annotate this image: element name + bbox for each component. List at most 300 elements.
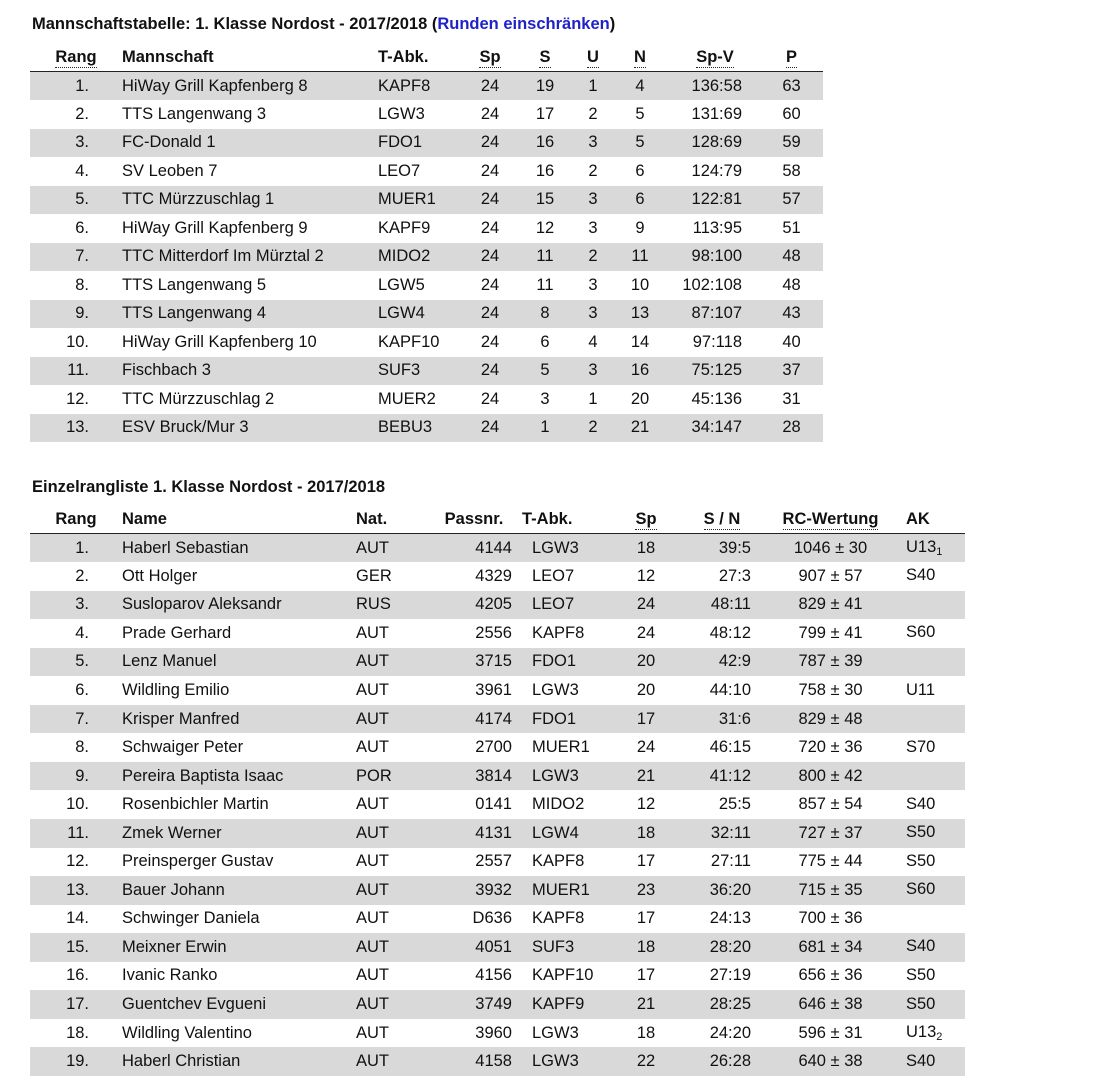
player-passnr: 4131 xyxy=(426,819,522,848)
player-rc: 640 ± 38 xyxy=(768,1047,893,1076)
player-sn: 46:15 xyxy=(709,738,751,757)
player-sn: 39:5 xyxy=(676,534,768,563)
team-rang: 2. xyxy=(75,104,89,123)
player-ak xyxy=(893,619,965,648)
team-s: 5 xyxy=(514,357,576,386)
player-passnr: 3715 xyxy=(426,648,522,677)
player-rang: 9. xyxy=(60,762,122,791)
player-ak-subscript: 1 xyxy=(936,546,943,559)
player-sp: 23 xyxy=(616,876,676,905)
row-spacer xyxy=(30,100,60,129)
team-sp: 24 xyxy=(480,389,500,408)
row-spacer xyxy=(30,819,60,848)
row-spacer xyxy=(30,186,60,215)
row-spacer xyxy=(30,648,60,677)
player-ak xyxy=(893,933,965,962)
team-u: 3 xyxy=(576,129,610,158)
player-abk: KAPF8 xyxy=(532,623,585,642)
player-ak-text: S70 xyxy=(906,737,936,756)
team-abk: BEBU3 xyxy=(378,414,466,443)
row-spacer xyxy=(30,414,60,443)
row-spacer xyxy=(30,357,60,386)
player-ak xyxy=(893,1047,965,1076)
player-abk: LGW4 xyxy=(522,819,616,848)
player-passnr: 3960 xyxy=(475,1023,512,1042)
row-spacer xyxy=(30,848,60,877)
player-passnr: 4144 xyxy=(426,534,522,563)
team-abk: KAPF9 xyxy=(378,218,431,237)
player-ak-text: U13 xyxy=(906,1023,937,1042)
player-rc: 596 ± 31 xyxy=(798,1023,863,1042)
player-nat: AUT xyxy=(356,534,426,563)
player-rc: 787 ± 39 xyxy=(768,648,893,677)
team-name: FC-Donald 1 xyxy=(122,129,378,158)
player-row xyxy=(30,591,965,620)
player-row xyxy=(30,705,965,734)
player-sp: 17 xyxy=(636,966,656,985)
player-rang: 18. xyxy=(66,1023,89,1042)
team-u: 2 xyxy=(576,414,610,443)
team-name: TTS Langenwang 3 xyxy=(122,104,267,123)
player-abk: LEO7 xyxy=(532,566,575,585)
player-passnr: 4051 xyxy=(426,933,522,962)
team-col-s-label[interactable]: S xyxy=(539,47,551,66)
player-ak xyxy=(893,591,965,620)
player-name[interactable]: Ivanic Ranko xyxy=(122,966,218,985)
team-name: HiWay Grill Kapfenberg 8 xyxy=(122,72,378,101)
team-section-title-end: ) xyxy=(609,15,616,33)
row-spacer xyxy=(30,933,60,962)
team-s: 15 xyxy=(514,186,576,215)
team-n: 5 xyxy=(610,129,670,158)
team-rang: 10. xyxy=(66,332,89,351)
player-col-rc[interactable] xyxy=(768,505,893,534)
team-spv: 87:107 xyxy=(670,300,760,329)
team-col-n[interactable] xyxy=(610,43,670,72)
team-u: 3 xyxy=(576,357,610,386)
team-spv: 131:69 xyxy=(691,104,742,123)
player-passnr: 3932 xyxy=(426,876,522,905)
player-abk: KAPF10 xyxy=(532,966,594,985)
team-spv: 97:118 xyxy=(692,332,742,351)
player-nat: AUT xyxy=(356,1047,426,1076)
player-sn: 27:19 xyxy=(709,966,751,985)
player-col-rc-label[interactable]: RC-Wertung xyxy=(782,509,879,528)
player-ranking-table xyxy=(30,505,965,1076)
team-row xyxy=(30,214,823,243)
team-abk: LEO7 xyxy=(378,161,421,180)
player-rc: 857 ± 54 xyxy=(798,795,863,814)
team-s: 3 xyxy=(540,389,550,408)
player-passnr: 4158 xyxy=(426,1047,522,1076)
team-row xyxy=(30,129,823,158)
player-nat: AUT xyxy=(356,738,389,757)
player-row xyxy=(30,1047,965,1076)
team-col-n-label[interactable]: N xyxy=(634,47,646,66)
player-col-sp-label[interactable]: Sp xyxy=(635,509,657,528)
player-col-rang-label: Rang xyxy=(55,509,97,528)
player-rang: 17. xyxy=(60,990,122,1019)
player-rc: 727 ± 37 xyxy=(768,819,893,848)
row-spacer xyxy=(30,962,60,991)
player-name[interactable]: Rosenbichler Martin xyxy=(122,795,269,814)
player-sp: 20 xyxy=(636,681,656,699)
player-ak xyxy=(893,648,965,677)
team-n: 21 xyxy=(610,414,670,443)
row-spacer xyxy=(30,705,60,734)
player-ak-text: S60 xyxy=(906,880,936,899)
player-nat: AUT xyxy=(356,795,389,814)
player-rc: 1046 ± 30 xyxy=(768,534,893,563)
team-rang: 8. xyxy=(75,275,89,294)
team-name: ESV Bruck/Mur 3 xyxy=(122,414,378,443)
team-p: 28 xyxy=(760,414,823,443)
team-col-abk xyxy=(378,43,466,72)
team-n: 14 xyxy=(630,332,650,351)
team-rang: 5. xyxy=(60,186,122,215)
team-spv: 45:136 xyxy=(691,389,742,408)
team-p: 31 xyxy=(782,389,801,408)
team-sp: 24 xyxy=(480,332,500,351)
player-abk: KAPF8 xyxy=(532,852,585,871)
player-passnr: 4329 xyxy=(475,566,512,585)
team-abk: KAPF10 xyxy=(378,332,440,351)
team-p: 63 xyxy=(760,72,823,101)
player-sn: 32:11 xyxy=(676,819,768,848)
team-n: 9 xyxy=(635,218,645,237)
team-row xyxy=(30,385,823,414)
team-sp: 24 xyxy=(480,275,500,294)
team-n: 5 xyxy=(635,104,645,123)
player-name[interactable]: Guentchev Evgueni xyxy=(122,990,356,1019)
player-name[interactable]: Ott Holger xyxy=(122,566,198,585)
player-name[interactable]: Lenz Manuel xyxy=(122,648,356,677)
player-name[interactable]: Susloparov Aleksandr xyxy=(122,591,356,620)
player-rc: 758 ± 30 xyxy=(798,681,863,699)
player-rang: 16. xyxy=(66,966,89,985)
player-rang: 5. xyxy=(60,648,122,677)
team-abk: MUER2 xyxy=(378,389,436,408)
player-name[interactable]: Pereira Baptista Isaac xyxy=(122,762,356,791)
player-ak xyxy=(893,733,965,762)
player-sn: 25:5 xyxy=(718,795,751,814)
player-row xyxy=(30,848,965,877)
player-sp: 17 xyxy=(616,705,676,734)
player-nat: AUT xyxy=(356,909,389,928)
team-abk: SUF3 xyxy=(378,357,466,386)
player-rang: 2. xyxy=(75,566,89,585)
player-col-rang xyxy=(30,505,122,534)
player-nat: AUT xyxy=(356,681,389,699)
player-rc: 715 ± 35 xyxy=(768,876,893,905)
player-ak xyxy=(893,819,965,848)
row-spacer xyxy=(30,562,60,591)
player-row xyxy=(30,933,965,962)
player-name[interactable]: Krisper Manfred xyxy=(122,705,356,734)
player-abk: FDO1 xyxy=(522,705,616,734)
team-p: 40 xyxy=(782,332,801,351)
team-s: 11 xyxy=(536,275,554,294)
team-rang: 12. xyxy=(66,389,89,408)
team-col-s[interactable] xyxy=(514,43,576,72)
player-name[interactable]: Wildling Emilio xyxy=(122,681,230,699)
team-spv: 113:95 xyxy=(692,218,742,237)
team-p: 51 xyxy=(782,218,801,237)
team-spv: 122:81 xyxy=(670,186,760,215)
player-sn: 24:13 xyxy=(709,909,751,928)
team-name: HiWay Grill Kapfenberg 10 xyxy=(122,332,317,351)
player-rang: 1. xyxy=(60,534,122,563)
player-abk: FDO1 xyxy=(522,648,616,677)
player-rang: 13. xyxy=(60,876,122,905)
player-sn: 48:12 xyxy=(709,623,751,642)
player-abk: KAPF9 xyxy=(522,990,616,1019)
team-s: 8 xyxy=(514,300,576,329)
team-col-u[interactable] xyxy=(576,43,610,72)
player-sp: 18 xyxy=(616,819,676,848)
player-col-sn[interactable] xyxy=(676,505,768,534)
team-abk: LGW4 xyxy=(378,300,466,329)
team-row xyxy=(30,100,823,129)
player-sp: 17 xyxy=(636,852,656,871)
player-col-sn-label[interactable]: S / N xyxy=(703,509,741,528)
player-col-name-label: Name xyxy=(122,509,167,528)
player-row xyxy=(30,762,965,791)
team-u: 3 xyxy=(576,300,610,329)
row-spacer xyxy=(30,243,60,272)
player-section-title: Einzelrangliste 1. Klasse Nordost - 2017/2018 xyxy=(32,478,386,496)
player-name[interactable]: Haberl Sebastian xyxy=(122,534,356,563)
row-spacer xyxy=(30,762,60,791)
team-col-u-label[interactable]: U xyxy=(587,47,599,66)
player-col-sp[interactable] xyxy=(616,505,676,534)
team-table-body xyxy=(30,72,823,443)
team-col-rang[interactable] xyxy=(30,43,122,72)
team-col-rang-label[interactable]: Rang xyxy=(55,47,97,66)
team-sp: 24 xyxy=(466,300,514,329)
player-rc: 720 ± 36 xyxy=(798,738,863,757)
player-ak xyxy=(893,676,965,705)
player-col-name xyxy=(122,505,356,534)
team-rang: 1. xyxy=(60,72,122,101)
team-sp: 24 xyxy=(480,104,500,123)
player-nat: AUT xyxy=(356,819,426,848)
team-abk: MUER1 xyxy=(378,186,466,215)
team-abk: FDO1 xyxy=(378,129,466,158)
team-col-p-label[interactable]: P xyxy=(785,47,797,66)
player-name[interactable]: Zmek Werner xyxy=(122,819,356,848)
row-spacer xyxy=(30,328,60,357)
player-sp: 22 xyxy=(616,1047,676,1076)
player-row xyxy=(30,905,965,934)
player-ak xyxy=(893,705,965,734)
player-nat: AUT xyxy=(356,966,389,985)
player-rc: 700 ± 36 xyxy=(798,909,863,928)
team-spv: 75:125 xyxy=(670,357,760,386)
player-name[interactable]: Preinsperger Gustav xyxy=(122,852,274,871)
team-rang: 3. xyxy=(60,129,122,158)
player-rang: 8. xyxy=(75,738,89,757)
team-standings-table xyxy=(30,43,823,442)
team-name: TTC Mitterdorf Im Mürztal 2 xyxy=(122,243,378,272)
team-row xyxy=(30,357,823,386)
player-rc: 799 ± 41 xyxy=(798,623,863,642)
player-ak xyxy=(893,1019,965,1048)
team-n: 20 xyxy=(630,389,650,408)
player-rang: 10. xyxy=(66,795,89,814)
team-name: TTS Langenwang 5 xyxy=(122,275,267,294)
team-spv: 136:58 xyxy=(670,72,760,101)
player-ak xyxy=(893,876,965,905)
team-rang: 11. xyxy=(60,357,122,386)
team-row xyxy=(30,157,823,186)
player-abk: LGW3 xyxy=(522,1047,616,1076)
team-u: 2 xyxy=(588,161,598,180)
player-rc: 681 ± 34 xyxy=(768,933,893,962)
player-sn: 42:9 xyxy=(676,648,768,677)
team-col-sp[interactable] xyxy=(466,43,514,72)
team-section-title xyxy=(32,15,615,34)
team-s: 16 xyxy=(514,129,576,158)
player-name[interactable]: Wildling Valentino xyxy=(122,1023,252,1042)
player-row xyxy=(30,990,965,1019)
team-row xyxy=(30,271,823,300)
team-sp: 24 xyxy=(466,357,514,386)
row-spacer xyxy=(30,300,60,329)
player-abk: LGW3 xyxy=(522,762,616,791)
player-sp: 12 xyxy=(636,795,656,814)
player-passnr: 4174 xyxy=(426,705,522,734)
player-passnr: 0141 xyxy=(475,795,512,814)
player-sn: 26:28 xyxy=(676,1047,768,1076)
team-s: 12 xyxy=(535,218,555,237)
player-col-abk xyxy=(522,505,616,534)
player-sp: 20 xyxy=(616,648,676,677)
team-row xyxy=(30,243,823,272)
player-name[interactable]: Schwinger Daniela xyxy=(122,909,260,928)
player-name[interactable]: Meixner Erwin xyxy=(122,933,356,962)
row-spacer xyxy=(30,1047,60,1076)
team-s: 6 xyxy=(540,332,550,351)
team-spv: 102:108 xyxy=(682,275,742,294)
player-nat: AUT xyxy=(356,933,426,962)
team-abk: LGW3 xyxy=(378,104,425,123)
player-ak-text: S50 xyxy=(906,965,936,984)
player-ak-text: S40 xyxy=(906,794,936,813)
team-row xyxy=(30,186,823,215)
player-sn: 31:6 xyxy=(676,705,768,734)
row-spacer xyxy=(30,990,60,1019)
player-row xyxy=(30,676,965,705)
team-p: 48 xyxy=(760,243,823,272)
player-ak xyxy=(893,962,965,991)
player-passnr: D636 xyxy=(472,909,512,928)
player-name[interactable]: Haberl Christian xyxy=(122,1047,356,1076)
player-col-nat-label: Nat. xyxy=(356,509,388,528)
team-u: 4 xyxy=(588,332,598,351)
player-abk: LGW3 xyxy=(532,1023,579,1042)
team-col-spv[interactable] xyxy=(670,43,760,72)
team-spv: 34:147 xyxy=(670,414,760,443)
player-sp: 21 xyxy=(616,990,676,1019)
player-name[interactable]: Schwaiger Peter xyxy=(122,738,244,757)
team-p: 59 xyxy=(760,129,823,158)
player-rc: 656 ± 36 xyxy=(798,966,863,985)
player-rc: 829 ± 48 xyxy=(768,705,893,734)
player-name[interactable]: Prade Gerhard xyxy=(122,623,232,642)
team-row xyxy=(30,72,823,101)
player-sn: 41:12 xyxy=(676,762,768,791)
team-rang: 13. xyxy=(60,414,122,443)
player-ak xyxy=(893,562,965,591)
player-sp: 18 xyxy=(616,933,676,962)
player-sn: 48:11 xyxy=(676,591,768,620)
team-name: SV Leoben 7 xyxy=(122,161,218,180)
player-abk: KAPF8 xyxy=(532,909,585,928)
player-rang: 11. xyxy=(60,819,122,848)
player-ak-text: U13 xyxy=(906,538,937,557)
player-sn: 27:11 xyxy=(710,852,751,871)
player-abk: MUER1 xyxy=(522,876,616,905)
player-nat: AUT xyxy=(356,1023,389,1042)
player-rc: 829 ± 41 xyxy=(768,591,893,620)
team-u: 1 xyxy=(588,389,598,408)
team-col-spv-label[interactable]: Sp-V xyxy=(696,47,734,66)
row-spacer xyxy=(30,1019,60,1048)
player-row xyxy=(30,534,965,563)
player-ak xyxy=(893,848,965,877)
player-row xyxy=(30,790,965,819)
player-row xyxy=(30,648,965,677)
team-u: 2 xyxy=(576,243,610,272)
player-rang: 3. xyxy=(60,591,122,620)
team-u: 3 xyxy=(588,218,598,237)
player-nat: AUT xyxy=(356,852,389,871)
player-passnr: 3749 xyxy=(426,990,522,1019)
player-rang: 15. xyxy=(60,933,122,962)
player-sp: 24 xyxy=(636,623,656,642)
player-name[interactable]: Bauer Johann xyxy=(122,876,356,905)
player-nat: AUT xyxy=(356,623,389,642)
team-n: 6 xyxy=(610,186,670,215)
player-rang: 19. xyxy=(60,1047,122,1076)
row-spacer xyxy=(30,676,60,705)
player-nat: AUT xyxy=(356,705,426,734)
player-row xyxy=(30,1019,965,1048)
player-passnr: 4205 xyxy=(426,591,522,620)
player-sp: 18 xyxy=(616,534,676,563)
team-abk: KAPF8 xyxy=(378,72,466,101)
player-sp: 17 xyxy=(636,909,656,928)
team-name: TTC Mürzzuschlag 2 xyxy=(122,389,275,408)
team-col-p[interactable] xyxy=(760,43,823,72)
team-name: Fischbach 3 xyxy=(122,357,378,386)
rounds-filter-link[interactable]: Runden einschränken xyxy=(437,15,610,33)
player-rc: 800 ± 42 xyxy=(768,762,893,791)
row-spacer xyxy=(30,72,60,101)
player-sn: 28:20 xyxy=(676,933,768,962)
player-nat: POR xyxy=(356,762,426,791)
team-abk: LGW5 xyxy=(378,275,425,294)
team-col-sp-label[interactable]: Sp xyxy=(479,47,501,66)
team-spv: 128:69 xyxy=(670,129,760,158)
player-ak xyxy=(893,990,965,1019)
team-p: 58 xyxy=(782,161,801,180)
player-ak xyxy=(893,762,965,791)
row-spacer xyxy=(30,271,60,300)
player-ak-text: S50 xyxy=(906,994,936,1013)
team-rang: 7. xyxy=(60,243,122,272)
